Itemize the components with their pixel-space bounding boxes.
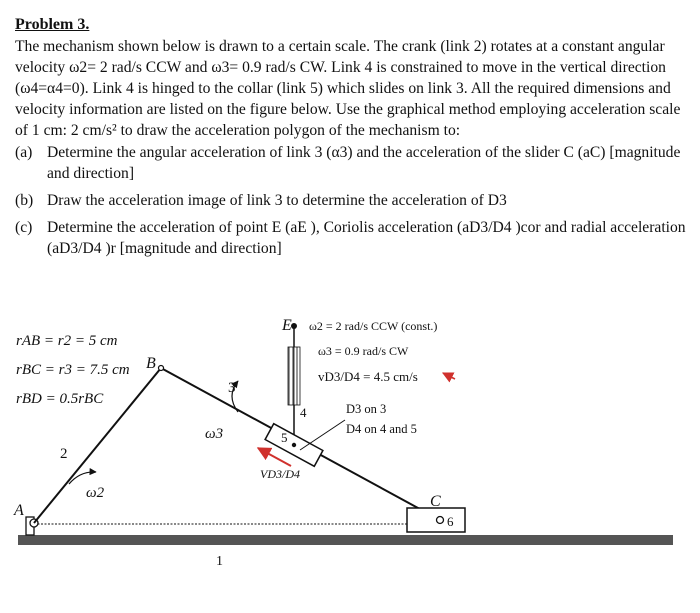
info-w3: ω3 = 0.9 rad/s CW — [318, 344, 409, 358]
pin-b — [159, 366, 164, 371]
link-4-guide-right — [294, 347, 300, 405]
dim-r-bc: rBC = r3 = 7.5 cm — [16, 362, 130, 378]
v-info-arrow — [443, 373, 455, 379]
dim-r-ab: rAB = r2 = 5 cm — [16, 333, 118, 349]
problem-intro: The mechanism shown below is drawn to a certain scale. The crank (link 2) rotates at a constant angular velocity ω2= 2 rad/s CCW and ω3= 0.9 rad/s CW. Link 4 is constrained to move in the vertical direction (ω4=α4=0). Link 4 is hinged to the collar (link 5) which slides on link 3. All the required dimensions and velocity information are listed on the figure below. Use the graphical method employing acceleration scale of 1 cm: 2 cm/s² to draw the acceleration polygon of the mechanism to: — [15, 38, 681, 139]
label-link-4: 4 — [300, 405, 307, 420]
dim-r-bd: rBD = 0.5rBC — [16, 391, 104, 407]
problem-title: Problem 3. — [15, 16, 90, 33]
label-link-1: 1 — [216, 554, 223, 569]
link-4-rod — [288, 323, 300, 445]
label-vd3d4: VD3/D4 — [260, 467, 300, 481]
label-link-3: 3 — [228, 380, 236, 396]
label-b: B — [146, 355, 156, 372]
label-omega3: ω3 — [205, 426, 224, 442]
label-omega2: ω2 — [86, 485, 105, 501]
label-a: A — [14, 502, 24, 519]
part-b-text: Draw the acceleration image of link 3 to determine the acceleration of D3 — [47, 192, 507, 209]
slider-c — [407, 508, 465, 532]
part-b-label: (b) — [15, 192, 34, 209]
info-w2: ω2 = 2 rad/s CCW (const.) — [309, 319, 438, 333]
part-a-label: (a) — [15, 144, 33, 161]
part-a-text: Determine the angular acceleration of link 3 (α3) and the acceleration of the slider C (aC) [magnitude and direction] — [47, 144, 681, 182]
info-v: vD3/D4 = 4.5 cm/s — [318, 369, 418, 384]
label-e: E — [282, 317, 292, 334]
omega2-arc — [69, 472, 96, 484]
label-link-6: 6 — [447, 514, 454, 529]
link-4-guide-left — [288, 347, 294, 405]
d-leader-line — [300, 420, 345, 450]
pin-d — [292, 443, 296, 447]
part-c-label: (c) — [15, 219, 33, 236]
info-d3: D3 on 3 — [346, 402, 387, 416]
part-c-text: Determine the acceleration of point E (aE ), Coriolis acceleration (aD3/D4 )cor and radial acceleration (aD3/D4 )r [magnitude and direction] — [47, 219, 686, 257]
label-link-2: 2 — [60, 446, 68, 462]
label-link-5: 5 — [281, 430, 288, 445]
label-c: C — [430, 493, 441, 510]
info-d4: D4 on 4 and 5 — [346, 422, 417, 436]
point-e — [291, 323, 297, 329]
ground — [18, 535, 673, 545]
